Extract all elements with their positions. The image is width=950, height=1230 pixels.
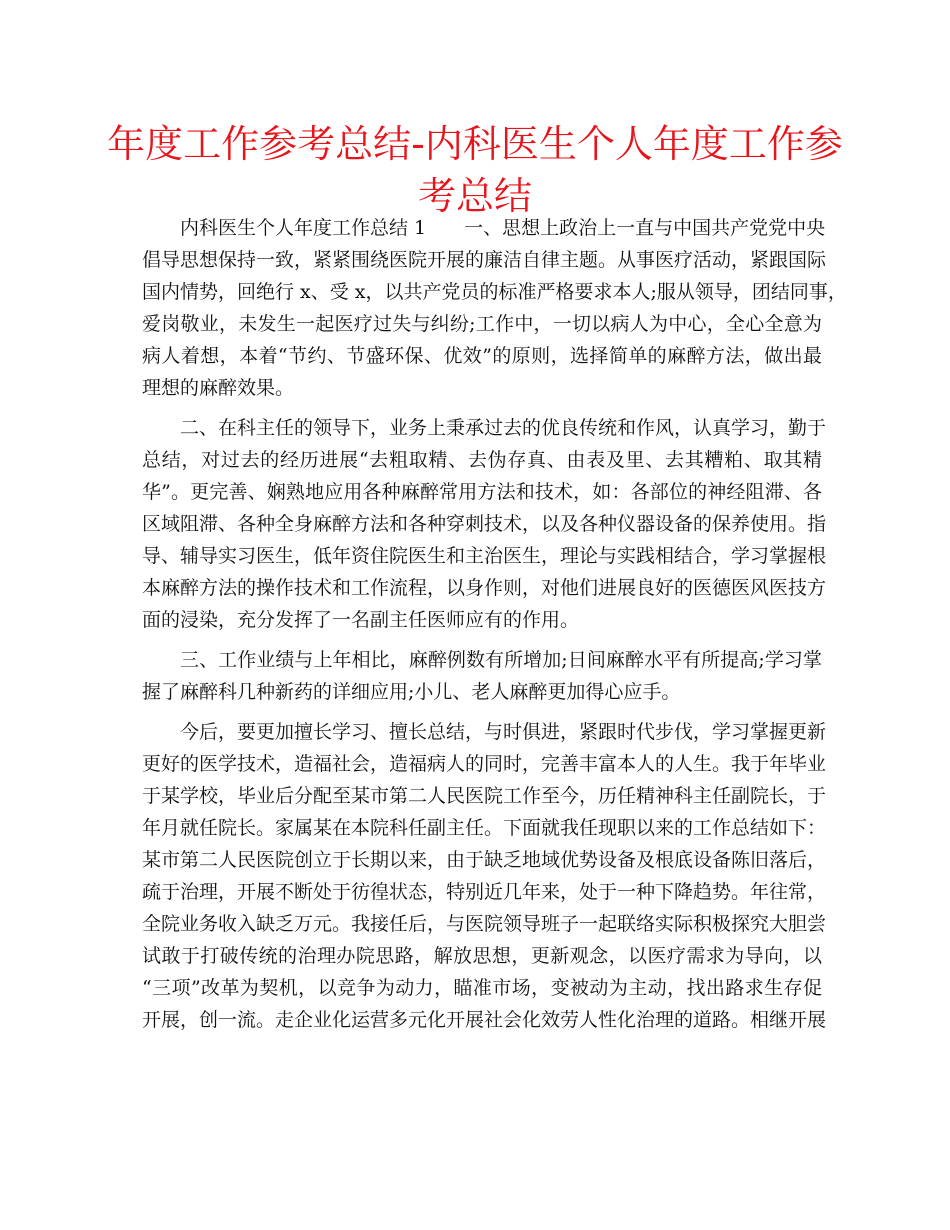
text-line: 某市第二人民医院创立于长期以来，由于缺乏地域优势设备及根底设备陈旧落后，	[142, 849, 827, 871]
text-line: 全院业务收入缺乏万元。我接任后，与医院领导班子一起联络实际积极探究大胆尝	[142, 913, 827, 935]
text-line: 于某学校，毕业后分配至某市第二人民医院工作至今，历任精神科主任副院长，于	[142, 785, 827, 807]
text-line: 握了麻醉科几种新药的详细应用;小儿、老人麻醉更加得心应手。	[142, 681, 681, 703]
paragraph-1	[142, 212, 847, 404]
text-line: “三项”改革为契机，以竞争为动力，瞄准市场，变被动为主动，找出路求生存促	[142, 977, 822, 999]
text-line: 区域阻滞、各种全身麻醉方法和各种穿刺技术，以及各种仪器设备的保养使用。指	[142, 513, 827, 535]
document-body	[142, 212, 847, 1036]
paragraph-2	[142, 412, 827, 636]
text-line: 试敢于打破传统的治理办院思路，解放思想，更新观念，以医疗需求为导向，以	[142, 945, 822, 967]
text-line: 年月就任院长。家属某在本院科任副主任。下面就我任现职以来的工作总结如下：	[142, 817, 827, 839]
paragraph-4	[142, 716, 827, 1036]
text-line: 疏于治理，开展不断处于彷徨状态，特别近几年来，处于一种下降趋势。年往常，	[142, 881, 827, 903]
text-line: 内科医生个人年度工作总结 1 一、思想上政治上一直与中国共产党党中央	[180, 217, 826, 239]
text-line: 开展，创一流。走企业化运营多元化开展社会化效劳人性化治理的道路。相继开展	[142, 1009, 827, 1031]
text-line: 病人着想，本着“节约、节盛环保、优效”的原则，选择简单的麻醉方法，做出最	[142, 345, 822, 367]
text-line: 二、在科主任的领导下，业务上秉承过去的优良传统和作风，认真学习，勤于	[180, 417, 827, 439]
text-line: 爱岗敬业，未发生一起医疗过失与纠纷;工作中，一切以病人为中心，全心全意为	[142, 313, 822, 335]
text-line: 国内情势，回绝行 x、受 x，以共产党员的标准严格要求本人;服从领导，团结同事，	[142, 281, 847, 303]
text-line: 更好的医学技术，造福社会，造福病人的同时，完善丰富本人的人生。我于年毕业	[142, 753, 827, 775]
text-line: 导、辅导实习医生，低年资住院医生和主治医生，理论与实践相结合，学习掌握根	[142, 545, 827, 567]
text-line: 本麻醉方法的操作技术和工作流程，以身作则，对他们进展良好的医德医风医技方	[142, 577, 827, 599]
text-line: 理想的麻醉效果。	[142, 377, 295, 399]
document-title: 年度工作参考总结-内科医生个人年度工作参考总结	[107, 122, 843, 218]
text-line: 倡导思想保持一致，紧紧围绕医院开展的廉洁自律主题。从事医疗活动，紧跟国际	[142, 249, 827, 271]
text-line: 面的浸染，充分发挥了一名副主任医师应有的作用。	[142, 609, 580, 631]
text-line: 三、工作业绩与上年相比，麻醉例数有所增加;日间麻醉水平有所提高;学习掌	[180, 649, 822, 671]
text-line: 总结，对过去的经历进展“去粗取精、去伪存真、由表及里、去其糟粕、取其精	[142, 449, 822, 471]
paragraph-3	[142, 644, 822, 708]
text-line: 今后，要更加擅长学习、擅长总结，与时俱进，紧跟时代步伐，学习掌握更新	[180, 721, 827, 743]
text-line: 华”。更完善、娴熟地应用各种麻醉常用方法和技术，如：各部位的神经阻滞、各	[142, 481, 822, 503]
